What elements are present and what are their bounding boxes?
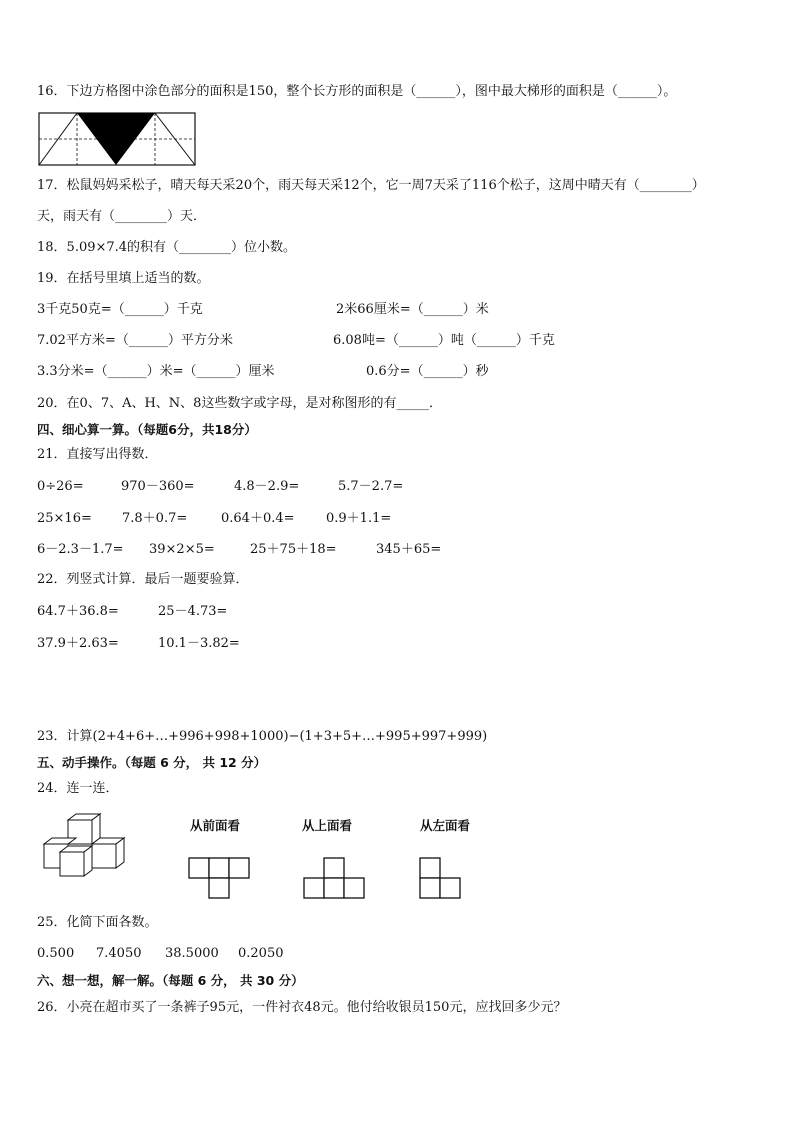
q21-item: 7.8＋0.7= [122,511,188,526]
view-label-top: 从上面看 [302,818,353,833]
section-5-heading: 五、动手操作。（每题 6 分， 共 12 分） [37,755,267,770]
q19-item: 3千克50克=（______）千克 [37,302,203,317]
grid-trapezoid-figure [38,112,196,166]
q19-item: 7.02平方米=（______）平方分米 [37,333,233,348]
section-6-heading: 六、想一想，解一解。（每题 6 分， 共 30 分） [37,973,304,988]
q25-item: 0.500 [37,946,75,961]
q21-item: 6－2.3－1.7= [37,542,124,557]
q25-item: 38.5000 [165,946,219,961]
q19-item: 2米66厘米=（______）米 [336,302,489,317]
q16-text: 16．下边方格图中涂色部分的面积是150，整个长方形的面积是（______），图中最大梯形的面积是（______）。 [37,84,677,99]
q24-text: 24．连一连． [37,781,119,796]
q21-item: 0.64＋0.4= [221,511,295,526]
top-view-figure [303,857,367,901]
q21-item: 25＋75＋18= [250,542,337,557]
q22-item: 25－4.73= [158,604,228,619]
q19-item: 3.3分米=（______）米=（______）厘米 [37,364,275,379]
left-view-figure [419,857,465,901]
q22-item: 64.7＋36.8= [37,604,119,619]
q21-item: 39×2×5= [149,542,215,557]
q25-item: 0.2050 [238,946,284,961]
q22-item: 37.9＋2.63= [37,636,119,651]
view-label-left: 从左面看 [420,818,471,833]
q22-text: 22．列竖式计算．最后一题要验算． [37,572,249,587]
q21-text: 21．直接写出得数． [37,447,158,462]
q22-item: 10.1－3.82= [158,636,240,651]
view-label-front: 从前面看 [190,818,241,833]
q23-text: 23．计算(2+4+6+…+996+998+1000)−(1+3+5+…+995+997+999) [37,729,488,744]
front-view-figure [188,857,252,901]
q19-item: 0.6分=（______）秒 [366,364,489,379]
q21-item: 5.7－2.7= [338,479,404,494]
q21-item: 4.8－2.9= [234,479,300,494]
q17-text-line2: 天，雨天有（________）天． [37,209,207,224]
q21-item: 0.9＋1.1= [326,511,392,526]
q21-item: 345＋65= [376,542,442,557]
section-4-heading: 四、细心算一算。（每题6分，共18分） [37,422,257,437]
q20-text: 20．在0、7、A、H、N、8这些数字或字母，是对称图形的有_____． [37,396,442,411]
q25-text: 25．化简下面各数。 [37,915,158,930]
q19-item: 6.08吨=（______）吨（______）千克 [333,333,555,348]
q18-text: 18．5.09×7.4的积有（________）位小数。 [37,240,297,255]
cube-stack-figure [40,812,130,882]
q21-item: 25×16= [37,511,92,526]
q26-text: 26．小亮在超市买了一条裤子95元，一件衬衣48元。他付给收银员150元，应找回多少元？ [37,1000,567,1015]
q21-item: 970－360= [121,479,195,494]
q17-text-line1: 17．松鼠妈妈采松子，晴天每天采20个，雨天每天采12个，它一周7天采了116个松子，这周中晴天有（________） [37,178,705,193]
q19-text: 19．在括号里填上适当的数。 [37,271,210,286]
q25-item: 7.4050 [96,946,142,961]
q21-item: 0÷26= [37,479,84,494]
